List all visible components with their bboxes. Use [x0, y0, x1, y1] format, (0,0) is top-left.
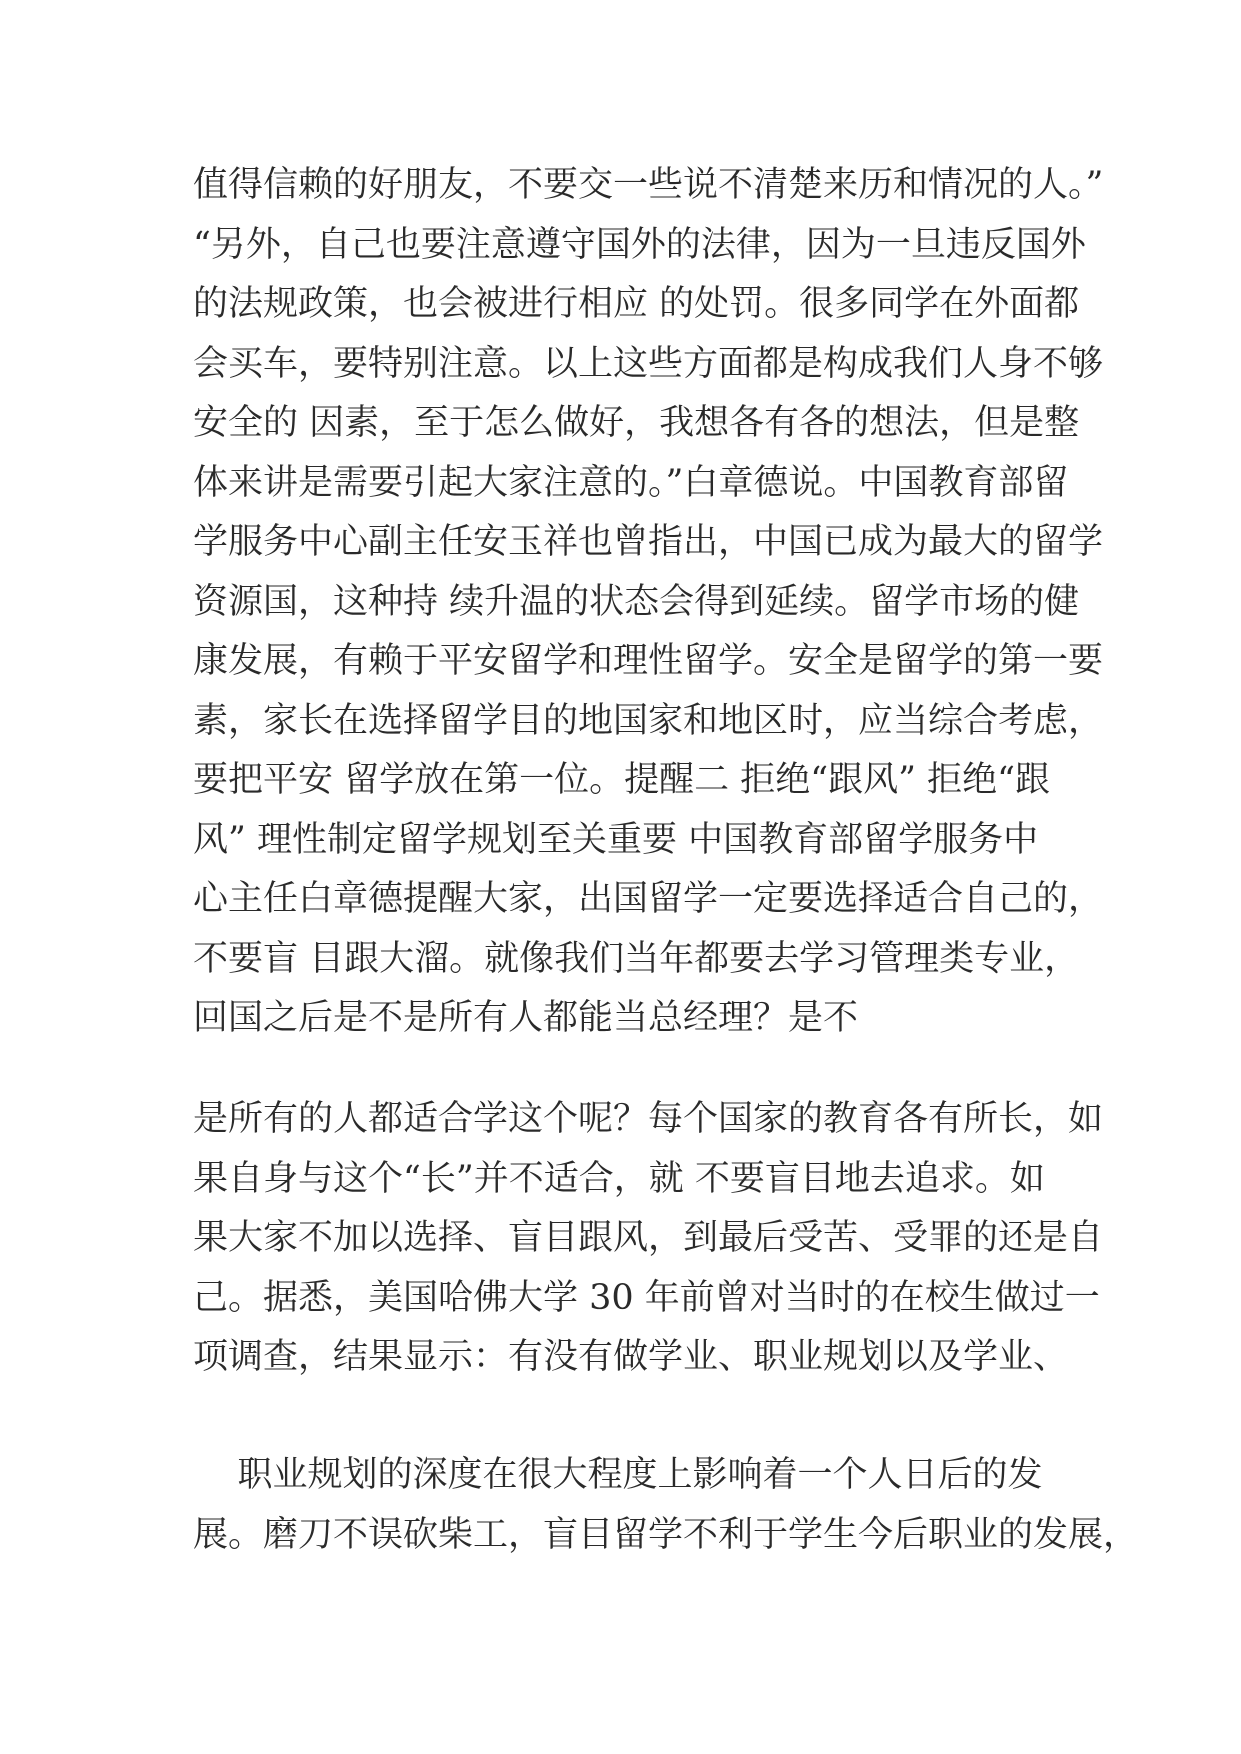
text-line: 体来讲是需要引起大家注意的。”白章德说。中国教育部留: [193, 462, 1069, 503]
text-line: 学服务中心副主任安玉祥也曾指出，中国已成为最大的留学: [193, 522, 1104, 562]
text-line: 不要盲 目跟大溜。就像我们当年都要去学习管理类专业，: [193, 938, 1080, 979]
text-line: 的法规政策，也会被进行相应 的处罚。很多同学在外面都: [193, 284, 1080, 324]
text-line: “另外，自己也要注意遵守国外的法律，因为一旦违反国外: [193, 224, 1086, 265]
text-line: 果自身与这个“长”并不适合，就 不要盲目地去追求。如: [193, 1158, 1045, 1199]
text-line: 职业规划的深度在很大程度上影响着一个人日后的发: [193, 1455, 1043, 1495]
text-line: 会买车，要特别注意。以上这些方面都是构成我们人身不够: [193, 343, 1104, 384]
text-line: 康发展，有赖于平安留学和理性留学。安全是留学的第一要: [193, 641, 1104, 681]
text-line: 要把平安 留学放在第一位。提醒二 拒绝“跟风” 拒绝“跟: [193, 760, 1051, 800]
text-line: 值得信赖的好朋友，不要交一些说不清楚来历和情况的人。”: [193, 165, 1104, 205]
text-line: 己。据悉，美国哈佛大学 30 年前曾对当时的在校生做过一: [193, 1277, 1100, 1318]
text-line: 风” 理性制定留学规划至关重要 中国教育部留学服务中: [193, 819, 1039, 860]
text-block-continued-paragraph: [193, 156, 1104, 1049]
text-line: 素，家长在选择留学目的地国家和地区时，应当综合考虑，: [193, 700, 1104, 741]
text-block-second-paragraph: [193, 1090, 1104, 1388]
text-line: 心主任白章德提醒大家，出国留学一定要选择适合自己的，: [193, 879, 1104, 919]
text-line: 是所有的人都适合学这个呢？每个国家的教育各有所长，如: [193, 1099, 1104, 1139]
text-line: 资源国，这种持 续升温的状态会得到延续。留学市场的健: [193, 581, 1080, 622]
text-block-indented-paragraph: [193, 1446, 1139, 1565]
text-line: 回国之后是不是所有人都能当总经理？是不: [193, 998, 859, 1038]
text-line: 展。磨刀不误砍柴工，盲目留学不利于学生今后职业的发展，: [193, 1514, 1139, 1555]
text-line: 果大家不加以选择、盲目跟风，到最后受苦、受罪的还是自: [193, 1218, 1104, 1258]
text-line: 安全的 因素，至于怎么做好，我想各有各的想法，但是整: [193, 403, 1080, 443]
text-line: 项调查，结果显示：有没有做学业、职业规划以及学业、: [193, 1337, 1069, 1377]
